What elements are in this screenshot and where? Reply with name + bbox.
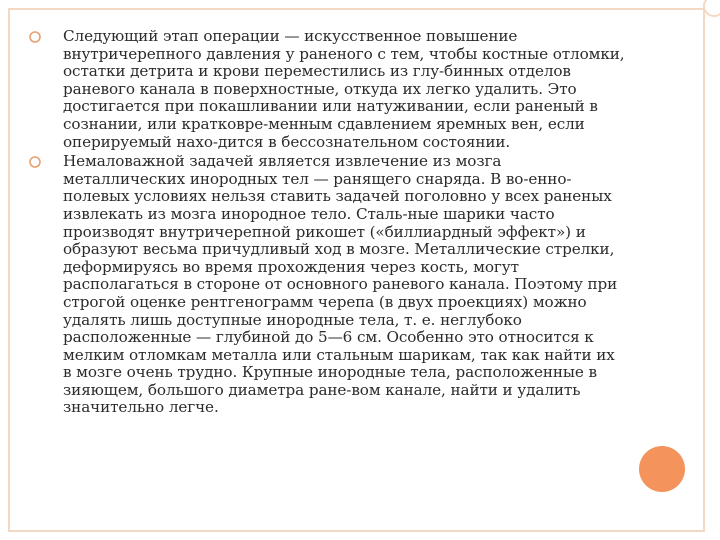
bullet-text: Следующий этап операции — искусственное повышение внутричерепного давления у раненого с тем, чтобы костные отломки, остатки детрита и крови переместились из глу-бинных отделов раневого канала в поверхностные, откуда их легко удалить. Это достигается при покашливании или натуживании, если раненый в сознании, или кратковре-менным сдавлением яремных вен, если оперируемый нахо-дится в бессознательном состоянии. [63,27,625,151]
bullet-text: Немаловажной задачей является извлечение из мозга металлических инородных тел — ранящего снаряда. В во-енно-полевых условиях нельзя ставить задачей поголовно у всех раненых извлекать из мозга инородное тело. Сталь-ные шарики часто производят внутричерепной рикошет («биллиардный эффект») и образуют весьма причудливый ход в мозге. Металлические стрелки, деформируясь во время прохождения через кость, могут располагаться в стороне от основного раневого канала. Поэтому при строгой оценке рентгенограмм черепа (в двух проекциях) можно удалять лишь доступные инородные тела, т. е. неглубоко расположенные — глубиной до 5—6 см. Особенно это относится к мелким отломкам металла или стальным шарикам, так как найти их в мозге очень трудно. Крупные инородные тела, расположенные в зияющем, большого диаметра ране-вом канале, найти и удалить значительно легче. [63,152,618,417]
bullet-item [26,153,626,417]
slide-body [26,28,626,417]
hollow-circle-bullet-icon [28,155,42,169]
decorative-orange-circle [639,446,685,492]
decorative-ring-corner [696,0,720,22]
bullet-item [26,28,626,151]
hollow-circle-bullet-icon [28,30,42,44]
